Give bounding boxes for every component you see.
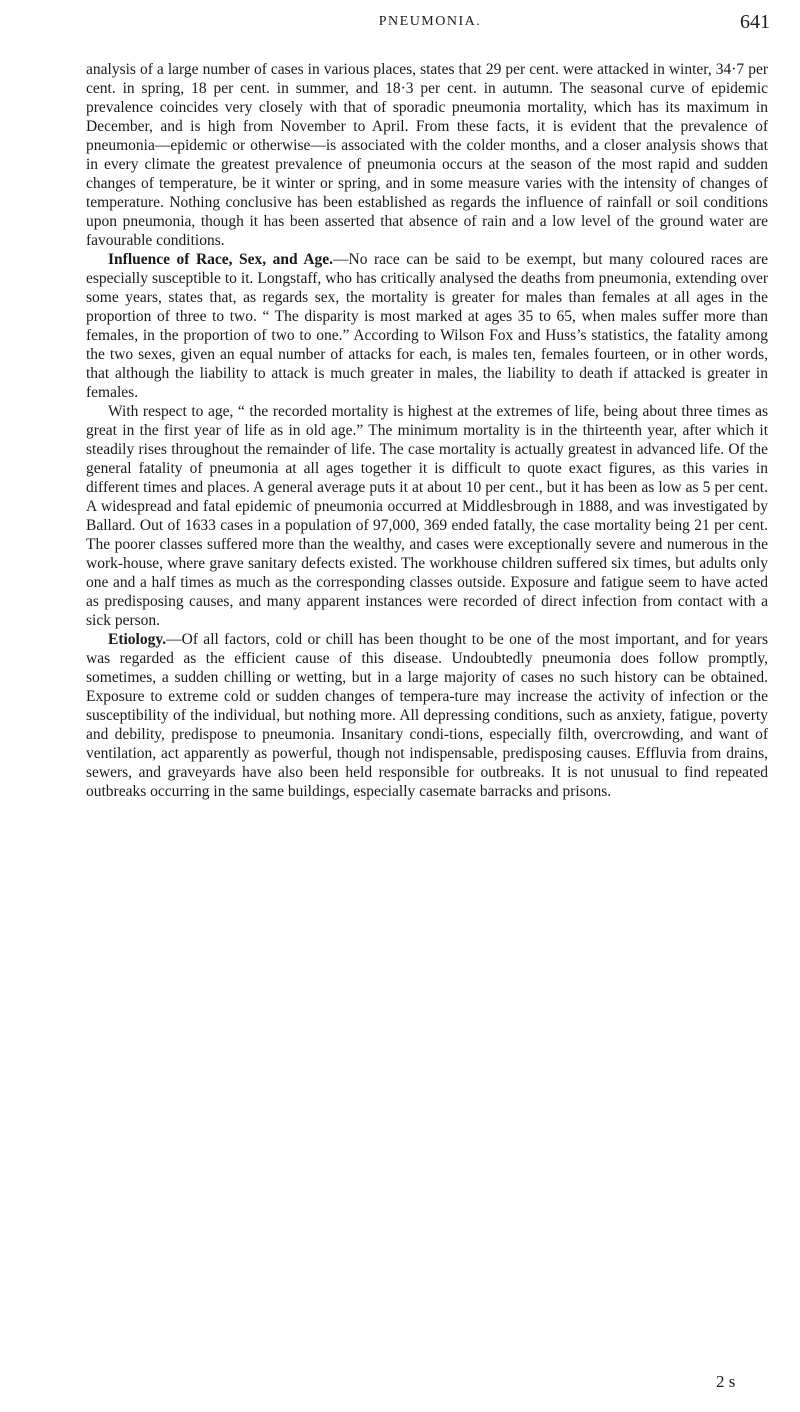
paragraph-text: With respect to age, “ the recorded mortality is highest at the extremes of life, being about three times as great in the first year of life as in old age.” The minimum mortality is in the thirteenth year, after which it steadily rises throughout the remainder of life. The case mortality is actually greatest in advanced life. Of the general fatality of pneumonia at all ages together it is difficult to quote exact figures, as this varies in different times and places. A general average puts it at about 10 per cent., but it has been as low as 5 per cent. A widespread and fatal epidemic of pneumonia occurred at Middlesbrough in 1888, and was investigated by Ballard. Out of 1633 cases in a population of 97,000, 369 ended fatally, the case mortality being 21 per cent. The poorer classes suffered more than the wealthy, and cases were exceptionally severe and numerous in the work-house, where grave sanitary defects existed. The workhouse children suffered six times, but adults only one and a half times as much as the corresponding classes outside. Exposure and fatigue seem to have acted as predisposing causes, and many apparent instances were recorded of direct infection from contact with a sick person. xyxy=(86,403,768,629)
paragraph-race-sex-age xyxy=(86,250,768,402)
signature-mark: 2 s xyxy=(716,1372,736,1391)
paragraph-etiology xyxy=(86,630,768,801)
body-text xyxy=(86,60,768,801)
paragraph-text: —Of all factors, cold or chill has been thought to be one of the most important, and for years was regarded as the efficient cause of this disease. Undoubtedly pneumonia does follow promptly, sometimes, a sudden chilling or wetting, but in a large majority of cases no such history can be obtained. Exposure to extreme cold or sudden changes of tempera-ture may increase the activity of infection or the susceptibility of the individual, but nothing more. All depressing conditions, such as anxiety, fatigue, poverty and debility, predispose to pneumonia. Insanitary condi-tions, especially filth, overcrowding, and want of ventilation, act apparently as powerful, though not indispensable, predisposing causes. Effluvia from drains, sewers, and graveyards have also been held responsible for outbreaks. It is not unusual to find repeated outbreaks occurring in the same buildings, especially casemate barracks and prisons. xyxy=(86,631,768,800)
section-heading: Etiology. xyxy=(108,631,167,648)
paragraph-text: —No race can be said to be exempt, but many coloured races are especially susceptible to it. Longstaff, who has critically analysed the deaths from pneumonia, extending over some years, states that, as regards sex, the mortality is greater for males than females at all ages in the proportion of three to two. “ The disparity is most marked at ages 35 to 65, when males suffer more than females, in the proportion of two to one.” According to Wilson Fox and Huss’s statistics, the fatality among the two sexes, given an equal number of attacks for each, is males ten, females fourteen, or in other words, that although the liability to attack is much greater in males, the liability to death if attacked is greater in females. xyxy=(86,251,768,401)
paragraph-age xyxy=(86,402,768,630)
running-title: PNEUMONIA. xyxy=(378,14,482,29)
section-heading: Influence of Race, Sex, and Age. xyxy=(108,251,334,268)
paragraph-seasonal xyxy=(86,60,768,250)
running-head xyxy=(90,8,770,38)
paragraph-text: analysis of a large number of cases in various places, states that 29 per cent. were attacked in winter, 34·7 per cent. in spring, 18 per cent. in summer, and 18·3 per cent. in autumn. The seasonal curve of epidemic prevalence coincides very closely with that of sporadic pneumonia mortality, which has its maximum in December, and is high from November to April. From these facts, it is evident that the prevalence of pneumonia—epidemic or otherwise—is associated with the colder months, and a closer analysis shows that in every climate the greatest prevalence of pneumonia occurs at the season of the most rapid and sudden changes of temperature, be it winter or spring, and in some measure varies with the intensity of changes of temperature. Nothing conclusive has been established as regards the influence of rainfall or soil conditions upon pneumonia, though it has been asserted that absence of rain and a low level of the ground water are favourable conditions. xyxy=(86,61,768,249)
page-number: 641 xyxy=(740,11,770,33)
